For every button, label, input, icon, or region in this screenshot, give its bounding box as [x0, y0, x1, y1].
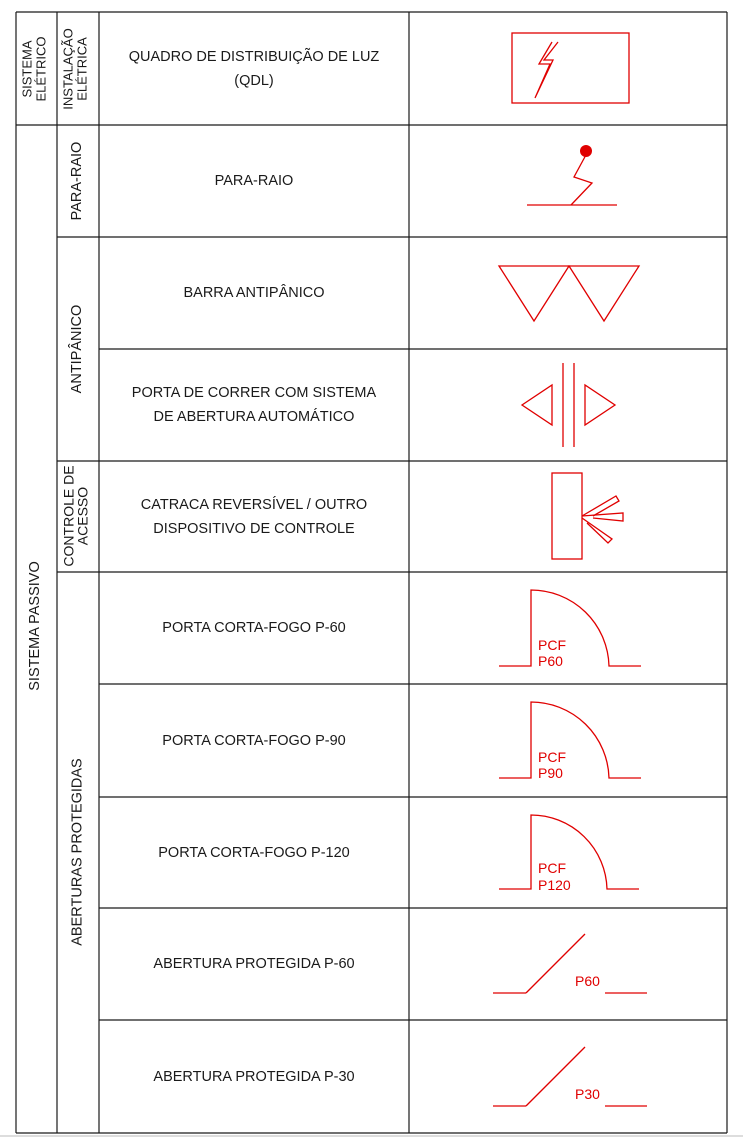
svg-text:PCF: PCF [538, 860, 566, 876]
row-description: PORTA CORTA-FOGO P-60 [162, 620, 346, 636]
group-label-antipanico: ANTIPÂNICO [69, 304, 85, 394]
group-label-controle-de-acesso: CONTROLE DE ACESSO [60, 465, 91, 567]
svg-text:P30: P30 [575, 1086, 600, 1102]
group-label-sistema-passivo: SISTEMA PASSIVO [27, 561, 43, 691]
row-description: ABERTURA PROTEGIDA P-30 [153, 1068, 355, 1085]
row-description: ABERTURA PROTEGIDA P-60 [153, 956, 355, 972]
svg-text:P120: P120 [538, 877, 571, 893]
row-description: PARA-RAIO [214, 173, 294, 189]
group-label-instalacao-eletrica: INSTALAÇÃO ELÉTRICA [60, 28, 90, 110]
lightning-rod-icon [409, 125, 727, 237]
protected-opening-icon [409, 908, 727, 1020]
panic-bar-icon [409, 237, 727, 349]
row-description: PORTA CORTA-FOGO P-90 [162, 732, 346, 749]
svg-text:P60: P60 [575, 973, 600, 989]
lightning-panel-icon [409, 12, 727, 125]
group-label-para-raio: PARA-RAIO [69, 141, 85, 221]
svg-text:PCF: PCF [538, 637, 566, 653]
fire-door-icon [409, 797, 727, 908]
group-label-sistema-eletrico: SISTEMA ELÉTRICO [19, 36, 49, 102]
row-description: PORTA CORTA-FOGO P-120 [158, 844, 350, 861]
protected-opening-icon [409, 1020, 727, 1133]
row-description: PORTA DE CORRER COM SISTEMA DE ABERTURA AUTOMÁTICO [131, 385, 377, 425]
row-description: CATRACA REVERSÍVEL / OUTRO DISPOSITIVO DE CONTROLE [140, 496, 368, 537]
group-label-aberturas-protegidas: ABERTURAS PROTEGIDAS [69, 758, 86, 946]
svg-text:PCF: PCF [538, 749, 566, 765]
svg-text:P60: P60 [538, 653, 563, 669]
row-description: QUADRO DE DISTRIBUIÇÃO DE LUZ (QDL) [128, 48, 380, 89]
turnstile-icon [409, 461, 727, 572]
fire-door-icon [409, 684, 727, 797]
fire-door-icon [409, 572, 727, 684]
sliding-door-icon [409, 349, 727, 461]
row-description: BARRA ANTIPÂNICO [183, 285, 325, 301]
svg-text:P90: P90 [538, 765, 563, 781]
